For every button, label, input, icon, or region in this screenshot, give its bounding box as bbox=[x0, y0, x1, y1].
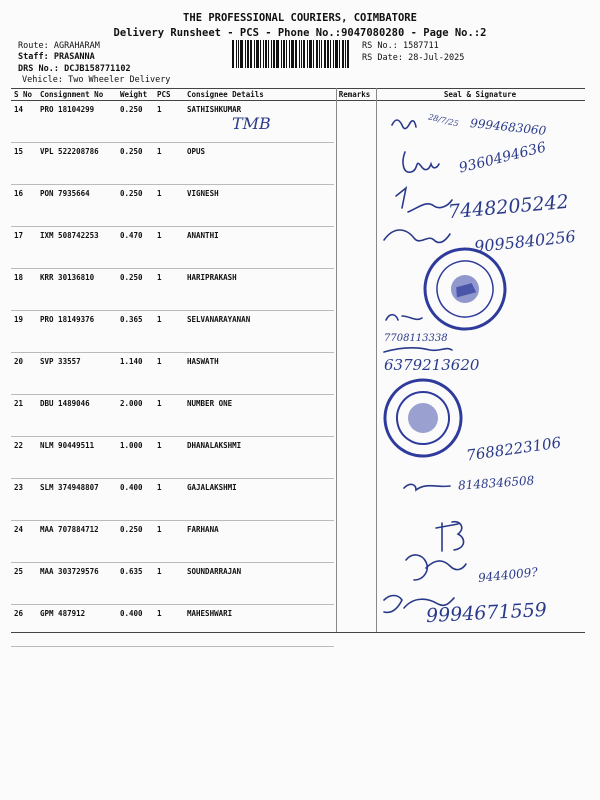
consignee-cell: HASWATH bbox=[184, 353, 334, 395]
consignment-cell: PRO 18104299 bbox=[37, 101, 117, 143]
pcs-cell: 1 bbox=[154, 311, 184, 353]
consignment-cell: VPL 522208786 bbox=[37, 143, 117, 185]
drs-label: DRS No.: bbox=[18, 64, 59, 74]
weight-cell: 0.365 bbox=[117, 311, 154, 353]
handwritten-phone-row22: 7688223106 bbox=[465, 433, 563, 465]
consignee-cell: SATHISHKUMAR bbox=[184, 101, 334, 143]
handwritten-phone-row17: 9095840256 bbox=[473, 226, 577, 257]
sno-cell: 25 bbox=[11, 563, 37, 605]
consignee-cell: SELVANARAYANAN bbox=[184, 311, 334, 353]
sno-cell: 19 bbox=[11, 311, 37, 353]
sno-cell: 26 bbox=[11, 605, 37, 647]
pcs-cell: 1 bbox=[154, 227, 184, 269]
sno-cell: 22 bbox=[11, 437, 37, 479]
rs-date-label: RS Date: bbox=[362, 53, 403, 63]
consignment-cell: GPM 487912 bbox=[37, 605, 117, 647]
consignee-cell: OPUS bbox=[184, 143, 334, 185]
sno-cell: 21 bbox=[11, 395, 37, 437]
handwritten-phone-row19: 7708113338 bbox=[384, 333, 448, 344]
consignment-cell: KRR 30136810 bbox=[37, 269, 117, 311]
sno-cell: 15 bbox=[11, 143, 37, 185]
weight-cell: 1.000 bbox=[117, 437, 154, 479]
consignment-cell: PON 7935664 bbox=[37, 185, 117, 227]
bank-seal-stamp bbox=[416, 240, 514, 338]
pcs-cell: 1 bbox=[154, 101, 184, 143]
consignee-cell: GAJALAKSHMI bbox=[184, 479, 334, 521]
handwritten-phone-row20: 6379213620 bbox=[384, 356, 480, 374]
consignee-cell: DHANALAKSHMI bbox=[184, 437, 334, 479]
sno-cell: 20 bbox=[11, 353, 37, 395]
pcs-cell: 1 bbox=[154, 605, 184, 647]
sno-cell: 14 bbox=[11, 101, 37, 143]
consignee-cell: VIGNESH bbox=[184, 185, 334, 227]
pcs-cell: 1 bbox=[154, 479, 184, 521]
col-sno: S No bbox=[11, 89, 37, 101]
vehicle-value: Two Wheeler Delivery bbox=[68, 75, 171, 85]
col-pcs: PCS bbox=[154, 89, 184, 101]
handwritten-phone-row14: 9994683060 bbox=[469, 116, 547, 138]
weight-cell: 0.250 bbox=[117, 143, 154, 185]
sno-cell: 17 bbox=[11, 227, 37, 269]
sno-cell: 18 bbox=[11, 269, 37, 311]
vehicle-label: Vehicle: bbox=[22, 75, 63, 85]
pcs-cell: 1 bbox=[154, 395, 184, 437]
col-weight: Weight bbox=[117, 89, 154, 101]
company-heading: THE PROFESSIONAL COURIERS, COIMBATORE bbox=[183, 12, 417, 24]
pcs-cell: 1 bbox=[154, 521, 184, 563]
rs-no-label: RS No.: bbox=[362, 41, 398, 51]
pcs-cell: 1 bbox=[154, 185, 184, 227]
consignee-cell: SOUNDARRAJAN bbox=[184, 563, 334, 605]
staff-label: Staff: bbox=[18, 52, 49, 62]
weight-cell: 0.400 bbox=[117, 479, 154, 521]
handwritten-phone-row15: 9360494636 bbox=[457, 139, 548, 177]
staff-value: PRASANNA bbox=[53, 52, 95, 62]
handwritten-phone-row23: 8148346508 bbox=[457, 473, 535, 493]
weight-cell: 0.635 bbox=[117, 563, 154, 605]
handwritten-date-row14: 28/7/25 bbox=[427, 112, 460, 129]
route-label: Route: bbox=[18, 41, 49, 51]
sno-cell: 16 bbox=[11, 185, 37, 227]
pcs-cell: 1 bbox=[154, 143, 184, 185]
col-consignee: Consignee Details bbox=[184, 89, 334, 101]
sno-cell: 23 bbox=[11, 479, 37, 521]
col-remarks: Remarks bbox=[334, 89, 375, 101]
handwritten-phone-row25: 9444009? bbox=[477, 564, 539, 586]
weight-cell: 1.140 bbox=[117, 353, 154, 395]
consignee-cell: FARHANA bbox=[184, 521, 334, 563]
handwritten-phone-row26: 9994671559 bbox=[425, 598, 548, 628]
consignment-cell: MAA 303729576 bbox=[37, 563, 117, 605]
handwritten-phone-row16: 7448205242 bbox=[447, 190, 570, 224]
pcs-cell: 1 bbox=[154, 563, 184, 605]
weight-cell: 0.400 bbox=[117, 605, 154, 647]
consignee-cell: MAHESHWARI bbox=[184, 605, 334, 647]
col-signature: Seal & Signature bbox=[375, 89, 585, 101]
consignee-cell: ANANTHI bbox=[184, 227, 334, 269]
consignment-cell: DBU 1489046 bbox=[37, 395, 117, 437]
route-value: AGRAHARAM bbox=[53, 41, 100, 51]
consignment-cell: IXM 508742253 bbox=[37, 227, 117, 269]
consignment-cell: PRO 18149376 bbox=[37, 311, 117, 353]
pcs-cell: 1 bbox=[154, 269, 184, 311]
handwritten-initials-row14: TMB bbox=[232, 114, 271, 133]
pcs-cell: 1 bbox=[154, 353, 184, 395]
consignment-cell: MAA 707884712 bbox=[37, 521, 117, 563]
drs-value: DCJB158771102 bbox=[64, 64, 131, 74]
weight-cell: 0.250 bbox=[117, 101, 154, 143]
weight-cell: 0.250 bbox=[117, 269, 154, 311]
weight-cell: 0.250 bbox=[117, 185, 154, 227]
weight-cell: 0.250 bbox=[117, 521, 154, 563]
sno-cell: 24 bbox=[11, 521, 37, 563]
col-consignment: Consignment No bbox=[37, 89, 117, 101]
consignment-cell: NLM 90449511 bbox=[37, 437, 117, 479]
weight-cell: 2.000 bbox=[117, 395, 154, 437]
rs-date-value: 28-Jul-2025 bbox=[408, 53, 465, 63]
pcs-cell: 1 bbox=[154, 437, 184, 479]
associates-seal-stamp bbox=[379, 374, 467, 462]
runsheet-title: Delivery Runsheet - PCS - Phone No.:9047080280 - Page No.:2 bbox=[113, 27, 487, 39]
consignment-cell: SLM 374948807 bbox=[37, 479, 117, 521]
consignment-cell: SVP 33557 bbox=[37, 353, 117, 395]
consignee-cell: NUMBER ONE bbox=[184, 395, 334, 437]
rs-no-value: 1587711 bbox=[402, 41, 439, 51]
weight-cell: 0.470 bbox=[117, 227, 154, 269]
consignee-cell: HARIPRAKASH bbox=[184, 269, 334, 311]
